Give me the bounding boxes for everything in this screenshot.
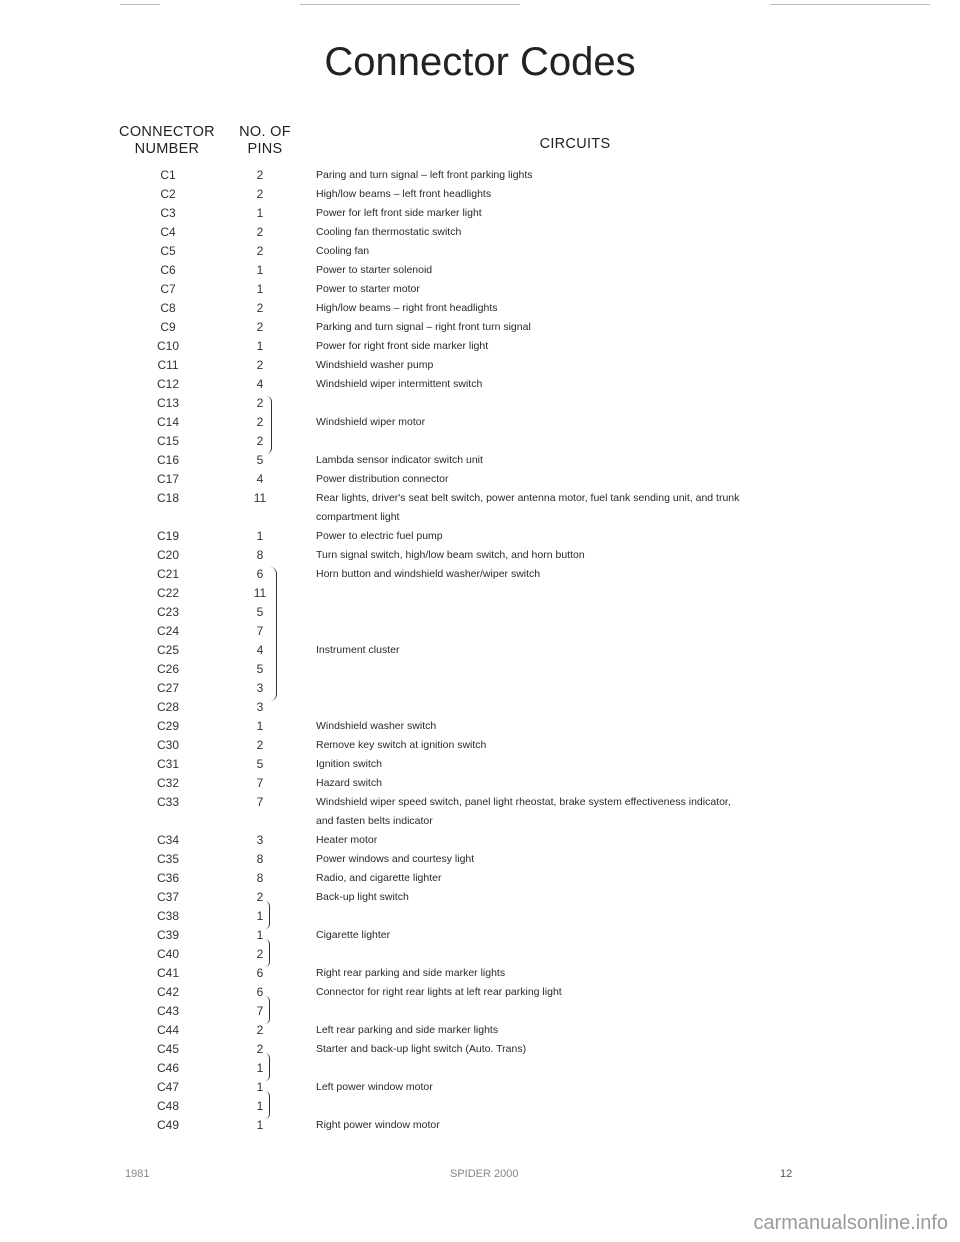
pin-count: 2: [256, 358, 264, 372]
connector-code: C24: [156, 624, 179, 638]
pin-count: 5: [256, 605, 264, 619]
connector-code: C41: [156, 966, 179, 980]
pin-count: [245, 508, 275, 527]
circuit-description: Power to electric fuel pump: [316, 530, 443, 542]
circuit-description: Back-up light switch: [316, 891, 409, 903]
pin-count: 1: [256, 206, 264, 220]
circuit-description: Radio, and cigarette lighter: [316, 872, 442, 884]
pin-count: 1: [256, 1080, 264, 1094]
pin-count: 3: [256, 700, 264, 714]
circuit-description: Heater motor: [316, 834, 378, 846]
pin-count: 3: [256, 833, 264, 847]
pin-count: 2: [256, 947, 264, 961]
connector-code: C49: [156, 1118, 179, 1132]
scan-artifact: [120, 4, 160, 5]
pin-count: 2: [256, 738, 264, 752]
pin-count: 4: [256, 643, 264, 657]
circuit-description: Power for left front side marker light: [316, 207, 482, 219]
connector-code: C7: [160, 282, 176, 296]
pin-count: 5: [256, 453, 264, 467]
connector-code: C33: [156, 795, 179, 809]
page-number: 12: [780, 1168, 793, 1180]
pin-count: 1: [256, 339, 264, 353]
pin-count: 2: [256, 890, 264, 904]
connector-code: C17: [156, 472, 179, 486]
connector-code: C14: [156, 415, 179, 429]
circuit-description: Rear lights, driver's seat belt switch, power antenna motor, fuel tank sending unit, and trunk: [316, 492, 740, 504]
connector-code: C42: [156, 985, 179, 999]
connector-code: C23: [156, 605, 179, 619]
pin-count: 7: [256, 624, 264, 638]
circuit-description: Remove key switch at ignition switch: [316, 739, 487, 751]
pin-count: 1: [256, 1099, 264, 1113]
connector-code: C22: [156, 586, 179, 600]
circuit-description: Connector for right rear lights at left rear parking light: [316, 986, 562, 998]
pin-count: 2: [256, 1042, 264, 1056]
pin-count: 2: [256, 244, 264, 258]
pin-count: 1: [256, 909, 264, 923]
connector-code: C8: [160, 301, 176, 315]
pin-count: 6: [256, 985, 264, 999]
circuit-description: High/low beams – left front headlights: [316, 188, 492, 200]
pins-header-text: NO. OF PINS: [239, 124, 291, 157]
connector-code: C12: [156, 377, 179, 391]
connector-code: C34: [156, 833, 179, 847]
pin-count: 7: [256, 1004, 264, 1018]
connector-code: C10: [156, 339, 179, 353]
connector-code: C39: [156, 928, 179, 942]
pin-count: [245, 812, 275, 831]
pin-count: 8: [256, 871, 264, 885]
circuit-description: Power for right front side marker light: [316, 340, 489, 352]
connector-code: C40: [156, 947, 179, 961]
pin-count: 2: [256, 434, 264, 448]
connector-number-header-text: CONNECTOR NUMBER: [119, 124, 215, 157]
pin-count: 8: [256, 548, 264, 562]
circuit-description: Right rear parking and side marker lights: [316, 967, 506, 979]
pin-count: 7: [256, 776, 264, 790]
circuits-header: CIRCUITS: [539, 136, 611, 152]
connector-code: C19: [156, 529, 179, 543]
connector-code: C5: [160, 244, 176, 258]
connector-code: C47: [156, 1080, 179, 1094]
circuit-description: Power windows and courtesy light: [316, 853, 475, 865]
connector-code: C9: [160, 320, 176, 334]
group-brace: [265, 996, 270, 1024]
connector-code: C37: [156, 890, 179, 904]
pin-count: 1: [256, 1061, 264, 1075]
connector-code: C45: [156, 1042, 179, 1056]
connector-code: C44: [156, 1023, 179, 1037]
page-title: Connector Codes: [324, 40, 636, 84]
connector-code: C35: [156, 852, 179, 866]
pin-count: 8: [256, 852, 264, 866]
circuit-description: High/low beams – right front headlights: [316, 302, 498, 314]
circuit-description: Cooling fan thermostatic switch: [316, 226, 462, 238]
circuit-description: Left power window motor: [316, 1081, 433, 1093]
circuit-description: Hazard switch: [316, 777, 382, 789]
pin-count: 4: [256, 472, 264, 486]
pin-count: 1: [256, 529, 264, 543]
circuit-description: Cigarette lighter: [316, 929, 391, 941]
connector-number-header: [112, 124, 222, 158]
pin-count: 6: [256, 567, 264, 581]
footer-year: 1981: [125, 1168, 150, 1180]
pin-count: 2: [256, 396, 264, 410]
pin-count: 2: [256, 1023, 264, 1037]
circuit-description: Starter and back-up light switch (Auto. Trans): [316, 1043, 527, 1055]
connector-code: C46: [156, 1061, 179, 1075]
connector-code: C31: [156, 757, 179, 771]
connector-code: C3: [160, 206, 176, 220]
connector-code: C11: [157, 358, 179, 372]
scan-artifact: [770, 4, 930, 5]
pin-count: 1: [256, 719, 264, 733]
connector-code: [148, 812, 188, 831]
pin-count: 6: [256, 966, 264, 980]
pin-count: 4: [256, 377, 264, 391]
circuit-description: Windshield washer pump: [316, 359, 434, 371]
pin-count: 1: [256, 263, 264, 277]
connector-code: C4: [160, 225, 176, 239]
connector-code: C13: [156, 396, 179, 410]
connector-code: [148, 508, 188, 527]
scan-artifact: [300, 4, 520, 5]
connector-code: C32: [156, 776, 179, 790]
group-brace: [265, 1053, 270, 1081]
pin-count: 3: [256, 681, 264, 695]
group-brace: [265, 1091, 270, 1119]
connector-code: C1: [160, 168, 176, 182]
circuit-description: Turn signal switch, high/low beam switch, and horn button: [316, 549, 585, 561]
pins-header: [230, 124, 300, 158]
watermark: carmanualsonline.info: [753, 1212, 948, 1234]
connector-code: C27: [156, 681, 179, 695]
pin-count: 1: [256, 928, 264, 942]
circuit-description: and fasten belts indicator: [316, 815, 433, 827]
connector-code: C20: [156, 548, 179, 562]
connector-code: C48: [156, 1099, 179, 1113]
pin-count: 11: [253, 586, 267, 600]
circuit-description: Parking and turn signal – right front turn signal: [316, 321, 531, 333]
pin-count: 2: [256, 225, 264, 239]
connector-code: C18: [156, 491, 179, 505]
pin-count: 2: [256, 415, 264, 429]
pin-count: 5: [256, 662, 264, 676]
pin-count: 5: [256, 757, 264, 771]
connector-code: C2: [160, 187, 176, 201]
pin-count: 1: [256, 1118, 264, 1132]
circuit-description: Windshield wiper speed switch, panel light rheostat, brake system effectiveness indicator,: [316, 796, 731, 808]
connector-code: C25: [156, 643, 179, 657]
circuit-description: Power distribution connector: [316, 473, 449, 485]
circuit-description: Power to starter motor: [316, 283, 420, 295]
circuit-description: Instrument cluster: [316, 644, 400, 656]
connector-code: C21: [156, 567, 179, 581]
connector-code: C16: [156, 453, 179, 467]
circuit-description: Power to starter solenoid: [316, 264, 433, 276]
connector-code: C28: [156, 700, 179, 714]
connector-code: C38: [156, 909, 179, 923]
pin-count: 2: [256, 320, 264, 334]
circuit-description: Windshield wiper motor: [316, 416, 426, 428]
connector-code: C43: [156, 1004, 179, 1018]
connector-code: C26: [156, 662, 179, 676]
circuit-description: Windshield wiper intermittent switch: [316, 378, 483, 390]
circuit-description: Left rear parking and side marker lights: [316, 1024, 499, 1036]
connector-code: C29: [156, 719, 179, 733]
circuit-description: Windshield washer switch: [316, 720, 437, 732]
group-brace: [265, 939, 270, 967]
circuit-description: Ignition switch: [316, 758, 382, 770]
circuit-description: Paring and turn signal – left front parking lights: [316, 169, 533, 181]
connector-code: C15: [156, 434, 179, 448]
circuit-description: Horn button and windshield washer/wiper switch: [316, 568, 541, 580]
connector-code: C6: [160, 263, 176, 277]
connector-code: C30: [156, 738, 179, 752]
pin-count: 2: [256, 187, 264, 201]
footer-model: SPIDER 2000: [450, 1168, 519, 1180]
group-brace: [270, 567, 277, 701]
circuit-description: compartment light: [316, 511, 400, 523]
pin-count: 2: [256, 168, 264, 182]
pin-count: 2: [256, 301, 264, 315]
pin-count: 7: [256, 795, 264, 809]
circuit-description: Cooling fan: [316, 245, 370, 257]
circuit-description: Lambda sensor indicator switch unit: [316, 454, 483, 466]
pin-count: 11: [253, 491, 267, 505]
group-brace: [265, 901, 270, 929]
circuit-description: Right power window motor: [316, 1119, 440, 1131]
pin-count: 1: [256, 282, 264, 296]
group-brace: [266, 396, 272, 454]
connector-code: C36: [156, 871, 179, 885]
